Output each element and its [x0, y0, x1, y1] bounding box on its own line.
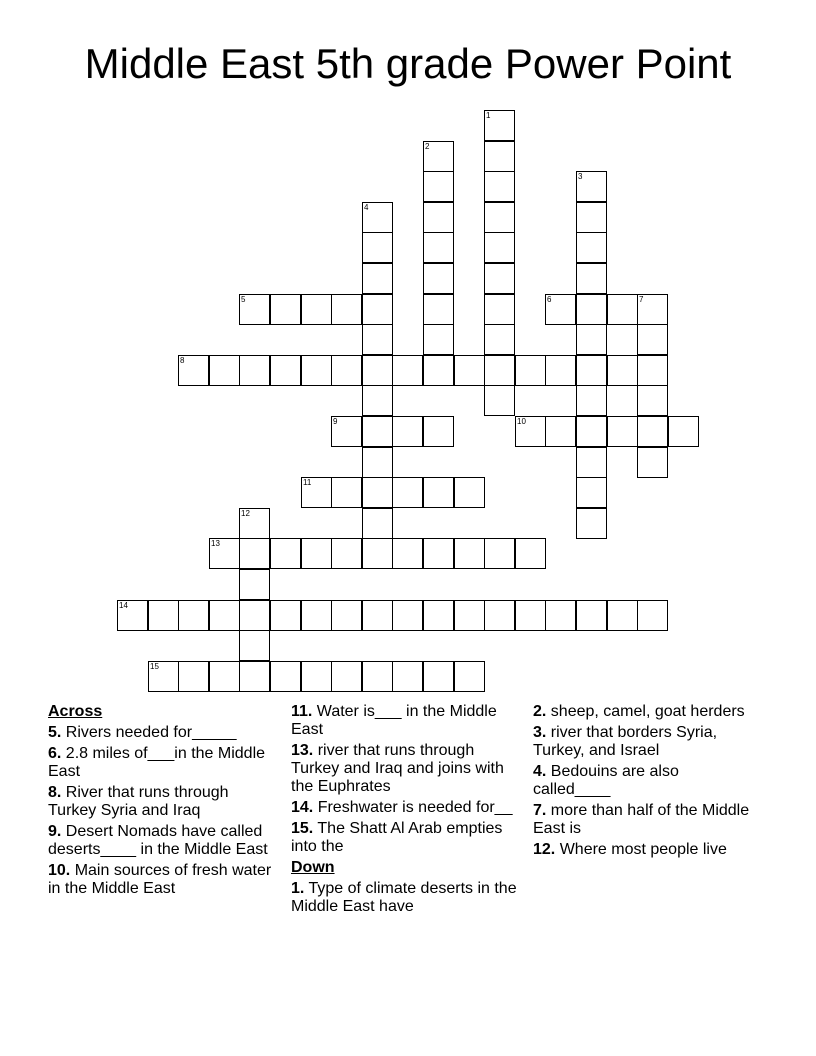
clue — [291, 880, 517, 916]
grid-cell[interactable] — [423, 232, 454, 263]
grid-cell[interactable] — [423, 324, 454, 355]
grid-cell[interactable] — [454, 477, 485, 508]
grid-cell[interactable] — [239, 294, 270, 325]
grid-cell[interactable] — [637, 355, 668, 386]
grid-cell[interactable] — [423, 171, 454, 202]
grid-cell[interactable] — [362, 661, 393, 692]
clue-text: Bedouins are also called____ — [533, 763, 679, 798]
clue-text: sheep, camel, goat herders — [546, 703, 745, 720]
grid-cell[interactable] — [362, 202, 393, 233]
grid-cell[interactable] — [362, 355, 393, 386]
grid-cell[interactable] — [239, 355, 270, 386]
grid-cell[interactable] — [576, 508, 607, 539]
grid-cell[interactable] — [515, 600, 546, 631]
grid-cell[interactable] — [148, 600, 179, 631]
clue — [48, 862, 274, 898]
grid-cell[interactable] — [209, 600, 240, 631]
clue-number: 15. — [291, 820, 314, 837]
grid-cell[interactable] — [423, 263, 454, 294]
clue — [533, 802, 759, 838]
grid-cell[interactable] — [576, 385, 607, 416]
clue-number: 11. — [291, 703, 313, 720]
grid-cell[interactable] — [576, 202, 607, 233]
grid-cell[interactable] — [392, 661, 423, 692]
grid-cell[interactable] — [607, 416, 638, 447]
grid-cell[interactable] — [270, 355, 301, 386]
grid-cell[interactable] — [392, 477, 423, 508]
clue-column-2 — [291, 703, 517, 919]
grid-cell[interactable] — [515, 355, 546, 386]
grid-cell[interactable] — [331, 294, 362, 325]
clue-column-1 — [48, 703, 274, 901]
clue-number: 5 — [241, 295, 246, 304]
clue-number: 6. — [48, 745, 62, 762]
grid-cell[interactable] — [423, 141, 454, 172]
grid-cell[interactable] — [362, 324, 393, 355]
clue-number: 4. — [533, 763, 547, 780]
clue-number: 11 — [303, 478, 312, 487]
clue — [291, 742, 517, 796]
clue-number: 5. — [48, 724, 62, 741]
grid-cell[interactable] — [576, 447, 607, 478]
down-heading: Down — [291, 859, 335, 876]
clue-number: 10 — [517, 417, 526, 426]
grid-cell[interactable] — [331, 538, 362, 569]
grid-cell[interactable] — [454, 661, 485, 692]
clue-number: 12. — [533, 841, 556, 858]
grid-cell[interactable] — [545, 600, 576, 631]
grid-cell[interactable] — [515, 538, 546, 569]
clue-number: 8. — [48, 784, 62, 801]
grid-cell[interactable] — [576, 416, 607, 447]
grid-cell[interactable] — [515, 416, 546, 447]
across-heading: Across — [48, 703, 103, 720]
grid-cell[interactable] — [301, 355, 332, 386]
grid-cell[interactable] — [239, 538, 270, 569]
clue-column-3 — [533, 703, 759, 862]
grid-cell[interactable] — [270, 294, 301, 325]
grid-cell[interactable] — [392, 600, 423, 631]
clue-number: 7 — [639, 295, 644, 304]
grid-cell[interactable] — [392, 538, 423, 569]
clue-number: 9. — [48, 823, 62, 840]
clue-number: 15 — [150, 662, 159, 671]
grid-cell[interactable] — [545, 416, 576, 447]
grid-cell[interactable] — [484, 355, 515, 386]
grid-cell[interactable] — [301, 538, 332, 569]
clue-number: 7. — [533, 802, 547, 819]
grid-cell[interactable] — [392, 416, 423, 447]
grid-cell[interactable] — [484, 600, 515, 631]
grid-cell[interactable] — [484, 294, 515, 325]
grid-cell[interactable] — [545, 355, 576, 386]
grid-cell[interactable] — [301, 294, 332, 325]
grid-cell[interactable] — [576, 477, 607, 508]
clue — [533, 703, 759, 721]
grid-cell[interactable] — [362, 263, 393, 294]
grid-cell[interactable] — [331, 661, 362, 692]
grid-cell[interactable] — [331, 355, 362, 386]
grid-cell[interactable] — [576, 171, 607, 202]
grid-cell[interactable] — [637, 294, 668, 325]
grid-cell[interactable] — [545, 294, 576, 325]
clue — [48, 724, 274, 742]
grid-cell[interactable] — [362, 600, 393, 631]
clue-number: 3. — [533, 724, 547, 741]
clue-number: 3 — [578, 172, 583, 181]
grid-cell[interactable] — [484, 171, 515, 202]
clue-text: Type of climate deserts in the Middle East have — [291, 880, 517, 915]
grid-cell[interactable] — [301, 600, 332, 631]
grid-cell[interactable] — [484, 232, 515, 263]
grid-cell[interactable] — [392, 355, 423, 386]
clue-number: 14. — [291, 799, 314, 816]
grid-cell[interactable] — [607, 294, 638, 325]
grid-cell[interactable] — [668, 416, 699, 447]
grid-cell[interactable] — [423, 355, 454, 386]
grid-cell[interactable] — [239, 600, 270, 631]
grid-cell[interactable] — [423, 294, 454, 325]
grid-cell[interactable] — [576, 324, 607, 355]
grid-cell[interactable] — [637, 324, 668, 355]
clue-text: more than half of the Middle East is — [533, 802, 750, 837]
grid-cell[interactable] — [423, 600, 454, 631]
grid-cell[interactable] — [331, 600, 362, 631]
clue — [291, 820, 517, 856]
grid-cell[interactable] — [576, 294, 607, 325]
grid-cell[interactable] — [454, 355, 485, 386]
clue — [533, 763, 759, 799]
grid-cell[interactable] — [423, 416, 454, 447]
grid-cell[interactable] — [239, 630, 270, 661]
grid-cell[interactable] — [209, 661, 240, 692]
grid-cell[interactable] — [576, 232, 607, 263]
clue — [48, 784, 274, 820]
clue — [48, 823, 274, 859]
grid-cell[interactable] — [362, 416, 393, 447]
grid-cell[interactable] — [209, 355, 240, 386]
clue — [533, 841, 759, 859]
clue-number: 1 — [486, 111, 491, 120]
clue — [291, 703, 517, 739]
grid-cell[interactable] — [362, 294, 393, 325]
clue — [291, 799, 517, 817]
grid-cell[interactable] — [576, 600, 607, 631]
clue-text: Freshwater is needed for__ — [313, 799, 513, 816]
clue-number: 8 — [180, 356, 185, 365]
grid-cell[interactable] — [454, 600, 485, 631]
grid-cell[interactable] — [576, 263, 607, 294]
clue-number: 13 — [211, 539, 220, 548]
clue-text: Main sources of fresh water in the Middle East — [48, 862, 272, 897]
grid-cell[interactable] — [637, 385, 668, 416]
clue-number: 1. — [291, 880, 305, 897]
grid-cell[interactable] — [331, 416, 362, 447]
clue-text: 2.8 miles of___in the Middle East — [48, 745, 266, 780]
clue-text: river that borders Syria, Turkey, and Israel — [533, 724, 718, 759]
grid-cell[interactable] — [484, 202, 515, 233]
grid-cell[interactable] — [270, 600, 301, 631]
grid-cell[interactable] — [362, 508, 393, 539]
grid-cell[interactable] — [178, 661, 209, 692]
grid-cell[interactable] — [484, 263, 515, 294]
grid-cell[interactable] — [637, 447, 668, 478]
grid-cell[interactable] — [607, 600, 638, 631]
clue-number: 2 — [425, 142, 430, 151]
grid-cell[interactable] — [423, 661, 454, 692]
clue-text: Water is___ in the Middle East — [291, 703, 497, 738]
grid-cell[interactable] — [484, 141, 515, 172]
clue-number: 2. — [533, 703, 547, 720]
clue-number: 13. — [291, 742, 314, 759]
page-title: Middle East 5th grade Power Point — [84, 40, 732, 87]
clue-text: river that runs through Turkey and Iraq and joins with the Euphrates — [291, 742, 504, 795]
clue-number: 12 — [241, 509, 250, 518]
grid-cell[interactable] — [178, 355, 209, 386]
grid-cell[interactable] — [423, 477, 454, 508]
grid-cell[interactable] — [239, 508, 270, 539]
grid-cell[interactable] — [637, 600, 668, 631]
grid-cell[interactable] — [637, 416, 668, 447]
grid-cell[interactable] — [484, 110, 515, 141]
grid-cell[interactable] — [148, 661, 179, 692]
grid-cell[interactable] — [362, 538, 393, 569]
grid-cell[interactable] — [484, 538, 515, 569]
grid-cell[interactable] — [239, 661, 270, 692]
clue-text: The Shatt Al Arab empties into the — [291, 820, 503, 855]
grid-cell[interactable] — [362, 477, 393, 508]
grid-cell[interactable] — [301, 477, 332, 508]
grid-cell[interactable] — [239, 569, 270, 600]
grid-cell[interactable] — [331, 477, 362, 508]
grid-cell[interactable] — [576, 355, 607, 386]
clue-text: River that runs through Turkey Syria and Iraq — [48, 784, 229, 819]
clue-number: 9 — [333, 417, 338, 426]
clue — [48, 745, 274, 781]
grid-cell[interactable] — [178, 600, 209, 631]
grid-cell[interactable] — [484, 385, 515, 416]
grid-cell[interactable] — [209, 538, 240, 569]
clue-text: Where most people live — [555, 841, 727, 858]
grid-cell[interactable] — [454, 538, 485, 569]
clue-text: Desert Nomads have called deserts____ in the Middle East — [48, 823, 268, 858]
grid-cell[interactable] — [270, 538, 301, 569]
clue-text: Rivers needed for_____ — [61, 724, 237, 741]
grid-cell[interactable] — [423, 202, 454, 233]
grid-cell[interactable] — [362, 385, 393, 416]
grid-cell[interactable] — [362, 232, 393, 263]
grid-cell[interactable] — [607, 355, 638, 386]
clue-number: 4 — [364, 203, 369, 212]
grid-cell[interactable] — [270, 661, 301, 692]
grid-cell[interactable] — [362, 447, 393, 478]
grid-cell[interactable] — [484, 324, 515, 355]
clue-number: 14 — [119, 601, 128, 610]
grid-cell[interactable] — [301, 661, 332, 692]
grid-cell[interactable] — [117, 600, 148, 631]
clue — [533, 724, 759, 760]
clue-number: 6 — [547, 295, 552, 304]
clue-number: 10. — [48, 862, 71, 879]
grid-cell[interactable] — [423, 538, 454, 569]
